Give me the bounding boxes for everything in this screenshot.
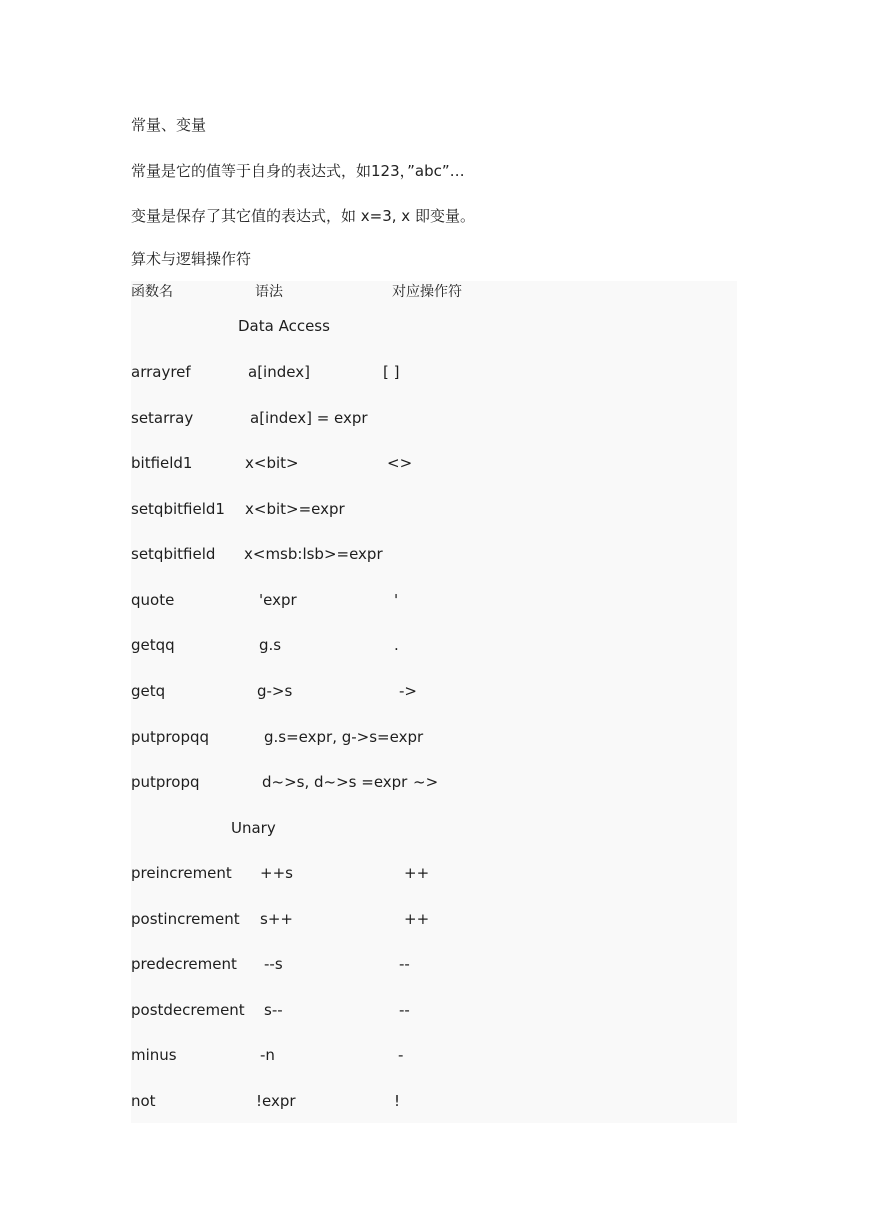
header-syntax: 语法: [255, 284, 283, 300]
table-row-syntax: a[index]: [248, 363, 310, 381]
table-row-name: setqbitfield1: [131, 500, 225, 518]
table-row-operator: -: [398, 1046, 404, 1064]
table-row-syntax: 'expr: [259, 591, 297, 609]
table-row-name: putpropq: [131, 773, 200, 791]
table-row-syntax: g.s=expr, g->s=expr: [264, 728, 424, 746]
table-row-syntax: g->s: [257, 682, 293, 700]
table-row-name: bitfield1: [131, 454, 193, 472]
table-row-syntax: a[index] = expr: [250, 409, 368, 427]
table-row-name: predecrement: [131, 955, 237, 973]
table-row-name: postincrement: [131, 910, 240, 928]
table-row-syntax: s--: [264, 1001, 283, 1019]
table-row-syntax: -n: [260, 1046, 275, 1064]
table-row-operator: <>: [387, 454, 413, 472]
table-row-operator: !: [394, 1092, 401, 1110]
table-row-syntax: --s: [264, 955, 283, 973]
table-row-syntax: !expr: [256, 1092, 296, 1110]
table-row-name: setqbitfield: [131, 545, 216, 563]
table-row-syntax: x<bit>: [245, 454, 299, 472]
operator-table: [131, 281, 737, 1123]
table-row-name: getq: [131, 682, 166, 700]
table-row-operator: ++: [404, 864, 430, 882]
table-row-syntax: g.s: [259, 636, 282, 654]
table-row-name: quote: [131, 591, 175, 609]
table-row-operator: ->: [399, 682, 417, 700]
table-row-name: getqq: [131, 636, 175, 654]
header-operator: 对应操作符: [392, 284, 462, 300]
variable-description: 变量是保存了其它值的表达式，如 x=3, x 即变量。: [131, 207, 475, 225]
table-row-syntax: s++: [260, 910, 293, 928]
table-row-syntax: x<bit>=expr: [245, 500, 345, 518]
table-row-syntax: d~>s, d~>s =expr: [262, 773, 408, 791]
table-row-name: postdecrement: [131, 1001, 245, 1019]
header-function-name: 函数名: [131, 284, 173, 300]
table-row-name: putpropqq: [131, 728, 210, 746]
section-data-access: Data Access: [238, 317, 330, 335]
table-row-name: minus: [131, 1046, 177, 1064]
table-row-name: preincrement: [131, 864, 232, 882]
table-row-name: setarray: [131, 409, 194, 427]
table-row-syntax: x<msb:lsb>=expr: [244, 545, 383, 563]
table-row-operator: [ ]: [383, 363, 400, 381]
constant-description: 常量是它的值等于自身的表达式，如123，”abc”…: [131, 162, 465, 180]
table-row-syntax: ++s: [260, 864, 293, 882]
table-row-operator: ++: [404, 910, 430, 928]
table-row-operator: ~>: [413, 773, 439, 791]
table-row-operator: ': [394, 591, 399, 609]
section-unary: Unary: [231, 819, 276, 837]
heading-operators: 算术与逻辑操作符: [131, 250, 252, 268]
heading-constants-variables: 常量、变量: [131, 116, 207, 134]
table-row-operator: --: [399, 955, 410, 973]
table-row-operator: --: [399, 1001, 410, 1019]
table-row-name: not: [131, 1092, 156, 1110]
table-row-operator: .: [394, 636, 399, 654]
table-row-name: arrayref: [131, 363, 191, 381]
